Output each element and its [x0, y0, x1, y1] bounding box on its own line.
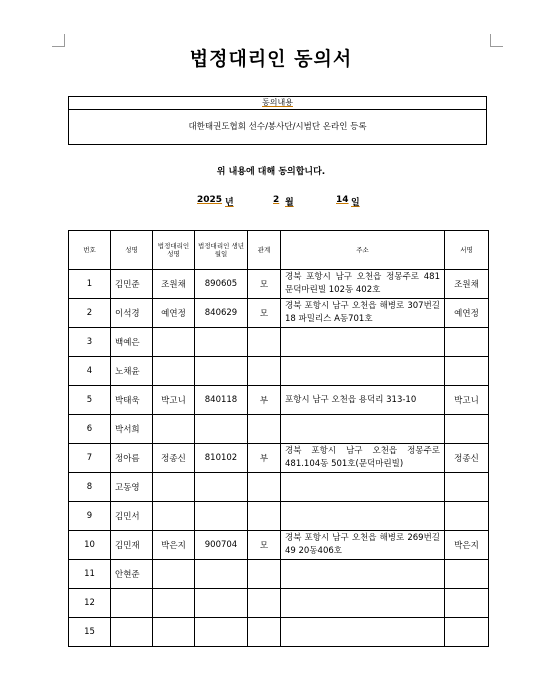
address-cell: 경북 포항시 남구 오천읍 해병로 307번길18 파밀리스 A동701호 — [281, 299, 445, 328]
guardian-name-cell: 박고니 — [153, 386, 195, 415]
relation-cell — [248, 589, 281, 618]
relation-cell — [248, 502, 281, 531]
row-number-cell: 7 — [69, 444, 111, 473]
table-row — [69, 357, 489, 386]
address-cell: 경북 포항시 남구 오천읍 해병로 269번길 49 20동406호 — [281, 531, 445, 560]
address-cell — [281, 357, 445, 386]
table-row — [69, 270, 489, 299]
row-number-cell: 10 — [69, 531, 111, 560]
student-name-cell: 김민서 — [111, 502, 153, 531]
student-name-cell: 정아름 — [111, 444, 153, 473]
student-name-cell: 고동영 — [111, 473, 153, 502]
signature-cell: 박은지 — [445, 531, 489, 560]
guardian-name-cell — [153, 560, 195, 589]
guardian-name-cell — [153, 415, 195, 444]
row-number-cell: 1 — [69, 270, 111, 299]
guardian-name-cell — [153, 357, 195, 386]
header-signature: 서명 — [445, 231, 489, 270]
relation-cell — [248, 473, 281, 502]
row-number-cell: 5 — [69, 386, 111, 415]
table-row — [69, 589, 489, 618]
guardian-birthdate-cell: 840629 — [195, 299, 248, 328]
signature-cell: 예연정 — [445, 299, 489, 328]
row-number-cell: 8 — [69, 473, 111, 502]
relation-cell — [248, 357, 281, 386]
relation-cell: 부 — [248, 444, 281, 473]
header-guardian-name: 법정대리인 성명 — [153, 231, 195, 270]
address-cell — [281, 473, 445, 502]
relation-cell: 부 — [248, 386, 281, 415]
guardian-birthdate-cell — [195, 415, 248, 444]
guardian-birthdate-cell — [195, 357, 248, 386]
consent-statement: 위 내용에 대해 동의합니다. — [216, 167, 326, 177]
guardian-birthdate-cell: 810102 — [195, 444, 248, 473]
date-year-unit: 년 — [225, 198, 234, 208]
address-cell — [281, 560, 445, 589]
row-number-cell: 9 — [69, 502, 111, 531]
student-name-cell: 이석경 — [111, 299, 153, 328]
guardian-name-cell: 박은지 — [153, 531, 195, 560]
student-name-cell — [111, 589, 153, 618]
guardian-birthdate-cell — [195, 473, 248, 502]
signature-cell — [445, 357, 489, 386]
document-title: 법정대리인 동의서 — [189, 48, 353, 70]
row-number-cell: 6 — [69, 415, 111, 444]
header-number: 번호 — [69, 231, 111, 270]
guardian-birthdate-cell: 890605 — [195, 270, 248, 299]
header-address: 주소 — [281, 231, 445, 270]
table-row — [69, 415, 489, 444]
guardian-name-cell — [153, 328, 195, 357]
guardian-birthdate-cell: 840118 — [195, 386, 248, 415]
date-month: 2 — [273, 195, 280, 205]
guardian-name-cell: 정종신 — [153, 444, 195, 473]
table-row — [69, 328, 489, 357]
guardian-birthdate-cell — [195, 618, 248, 647]
signature-cell — [445, 328, 489, 357]
date-month-unit: 월 — [285, 198, 294, 208]
address-cell — [281, 618, 445, 647]
guardian-name-cell — [153, 618, 195, 647]
guardian-name-cell: 조원채 — [153, 270, 195, 299]
student-name-cell: 백예은 — [111, 328, 153, 357]
student-name-cell: 노채윤 — [111, 357, 153, 386]
table-row — [69, 560, 489, 589]
address-cell: 포항시 남구 오천읍 용덕리 313-10 — [281, 386, 445, 415]
row-number-cell: 3 — [69, 328, 111, 357]
guardian-name-cell — [153, 589, 195, 618]
row-number-cell: 4 — [69, 357, 111, 386]
relation-cell: 모 — [248, 299, 281, 328]
consent-box — [68, 96, 487, 145]
guardian-birthdate-cell — [195, 589, 248, 618]
guardian-birthdate-cell — [195, 560, 248, 589]
guardian-birthdate-cell: 900704 — [195, 531, 248, 560]
student-name-cell — [111, 618, 153, 647]
address-cell — [281, 415, 445, 444]
signature-cell — [445, 618, 489, 647]
header-name: 성명 — [111, 231, 153, 270]
date-year: 2025 — [197, 195, 223, 205]
row-number-cell: 12 — [69, 589, 111, 618]
signature-cell — [445, 502, 489, 531]
student-name-cell: 박서희 — [111, 415, 153, 444]
signature-cell — [445, 589, 489, 618]
row-number-cell: 15 — [69, 618, 111, 647]
signature-cell: 박고니 — [445, 386, 489, 415]
signature-cell: 정종신 — [445, 444, 489, 473]
guardian-name-cell — [153, 473, 195, 502]
consent-table — [68, 230, 489, 647]
student-name-cell: 안현준 — [111, 560, 153, 589]
student-name-cell: 김민재 — [111, 531, 153, 560]
row-number-cell: 2 — [69, 299, 111, 328]
signature-cell: 조원채 — [445, 270, 489, 299]
address-cell — [281, 328, 445, 357]
signature-cell — [445, 415, 489, 444]
table-row — [69, 386, 489, 415]
consent-header: 동의내용 — [69, 97, 486, 110]
table-row — [69, 299, 489, 328]
relation-cell — [248, 415, 281, 444]
consent-text: 대한태권도협회 선수/봉사단/시범단 온라인 등록 — [188, 122, 367, 132]
relation-cell: 모 — [248, 531, 281, 560]
table-row — [69, 502, 489, 531]
guardian-name-cell — [153, 502, 195, 531]
relation-cell — [248, 560, 281, 589]
guardian-birthdate-cell — [195, 502, 248, 531]
address-cell: 경북 포항시 남구 오천읍 정몽주로 481.104동 501호(문덕마린빌) — [281, 444, 445, 473]
table-row — [69, 618, 489, 647]
address-cell — [281, 589, 445, 618]
guardian-birthdate-cell — [195, 328, 248, 357]
address-cell — [281, 502, 445, 531]
signature-cell — [445, 473, 489, 502]
relation-cell: 모 — [248, 270, 281, 299]
date-day-unit: 일 — [351, 198, 360, 208]
table-row — [69, 531, 489, 560]
relation-cell — [248, 328, 281, 357]
table-row — [69, 444, 489, 473]
table-header-row — [69, 231, 489, 270]
student-name-cell: 박태욱 — [111, 386, 153, 415]
date-day: 14 — [336, 195, 349, 205]
relation-cell — [248, 618, 281, 647]
table-row — [69, 473, 489, 502]
address-cell: 경북 포항시 남구 오천읍 정몽주로 481 문덕마린빌 102동 402호 — [281, 270, 445, 299]
guardian-name-cell: 예연정 — [153, 299, 195, 328]
row-number-cell: 11 — [69, 560, 111, 589]
signature-cell — [445, 560, 489, 589]
header-relation: 관계 — [248, 231, 281, 270]
header-guardian-birth: 법정대리인 생년월일 — [195, 231, 248, 270]
student-name-cell: 김민준 — [111, 270, 153, 299]
